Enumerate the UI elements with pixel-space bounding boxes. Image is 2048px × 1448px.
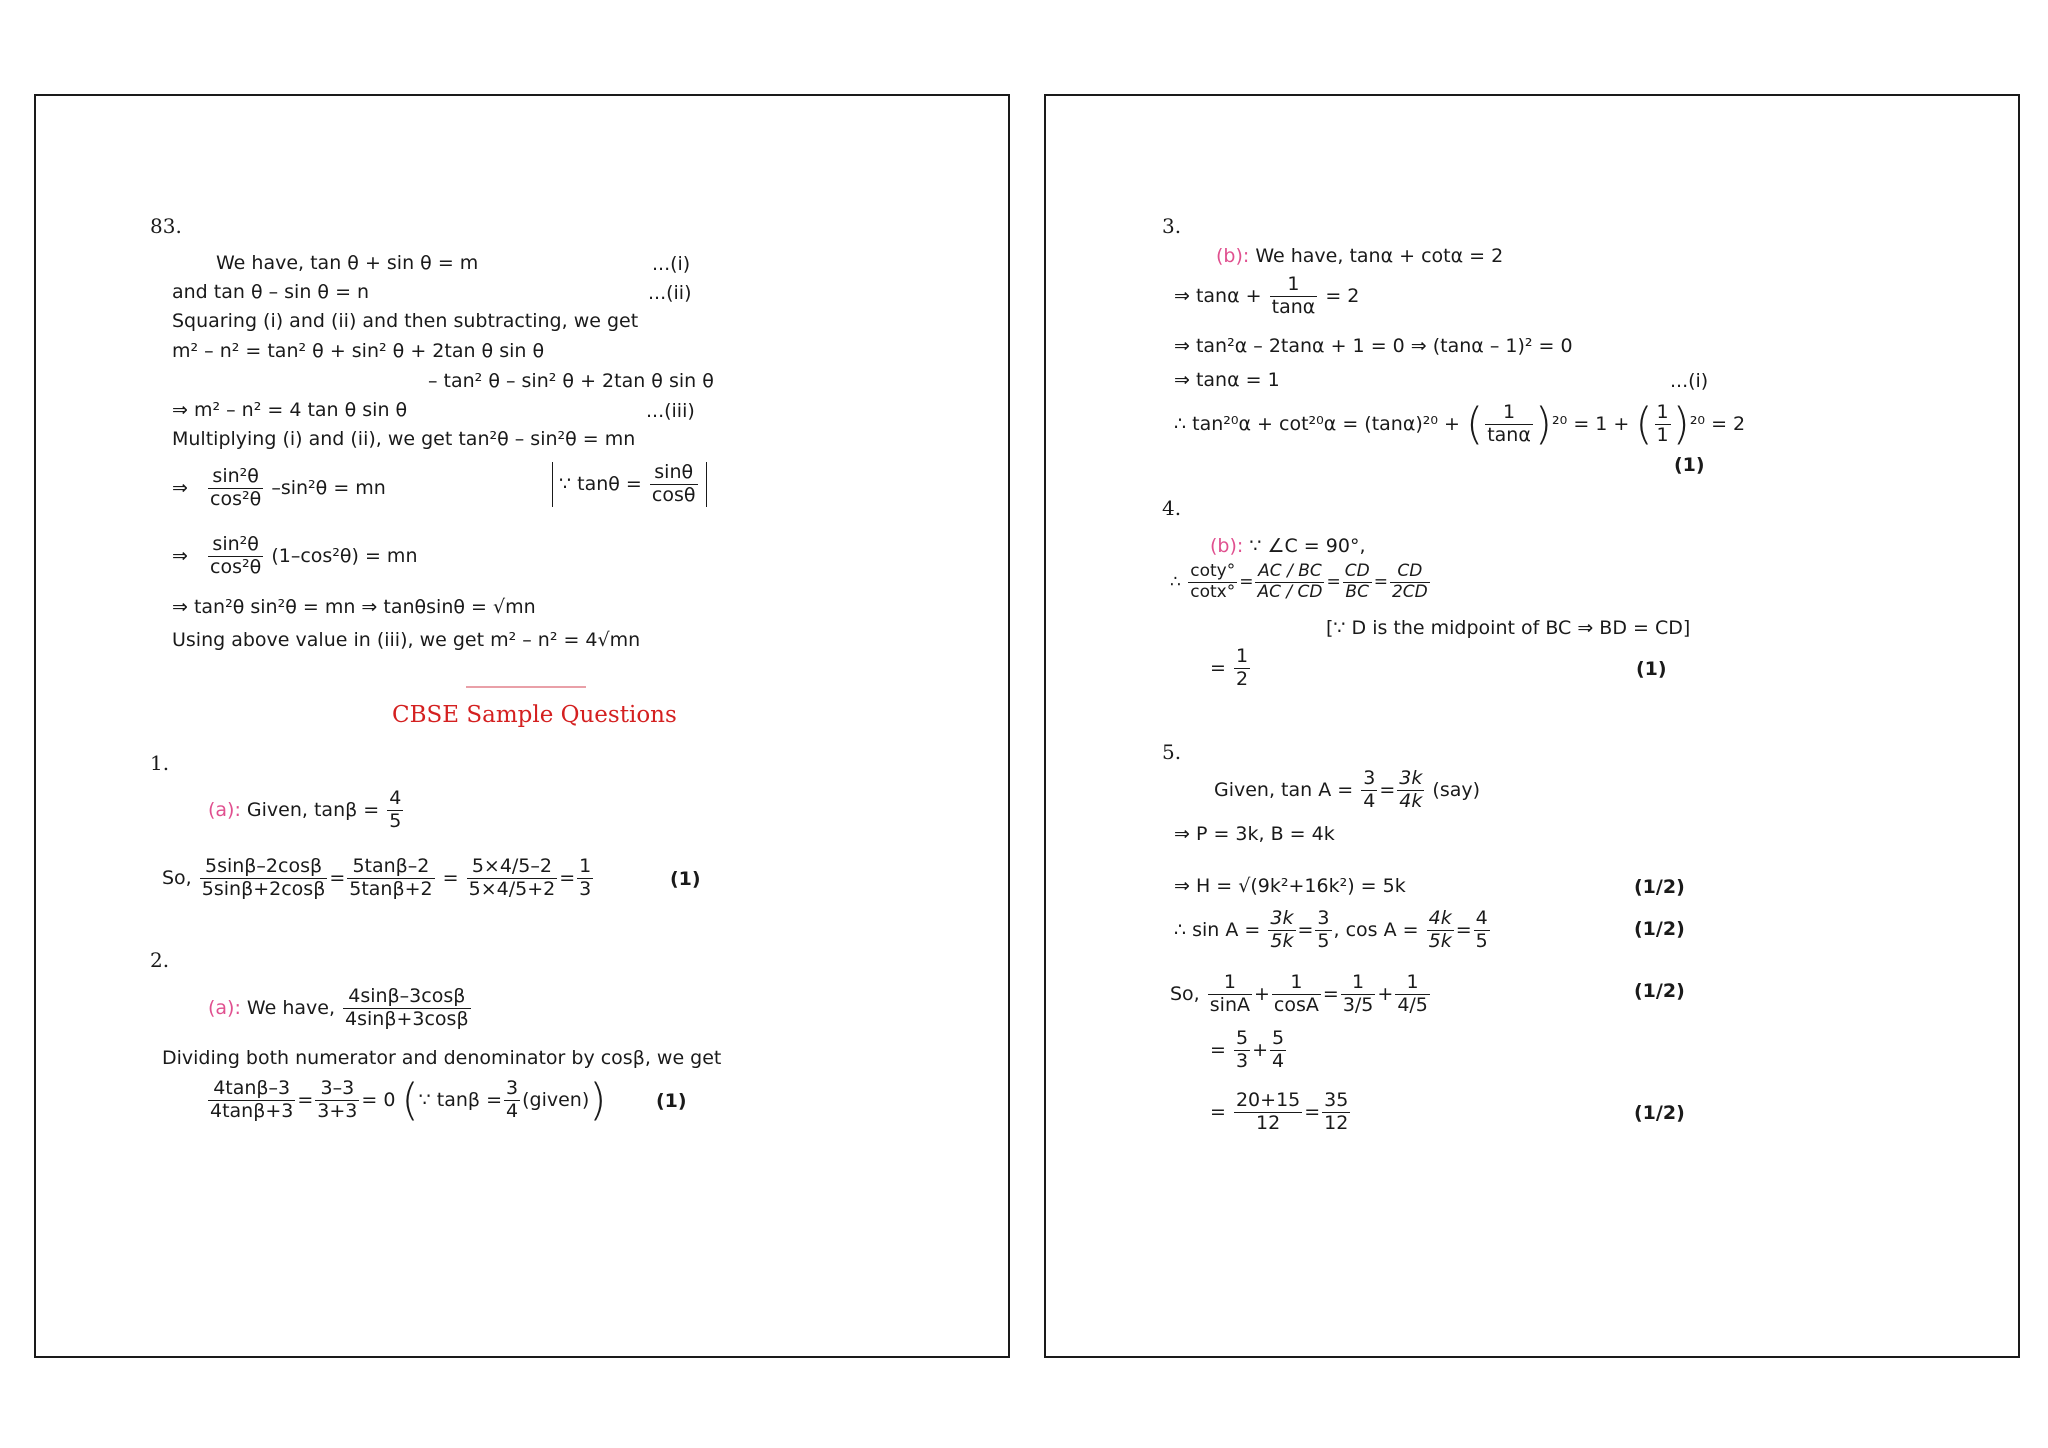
fraction [577,856,593,901]
fraction [1395,972,1430,1017]
numerator: 1 [1270,274,1318,297]
q4-marks: (1) [1636,658,1667,680]
q5-line-2: ⇒ P = 3k, B = 4k [1174,823,1335,845]
fraction [1234,1090,1302,1135]
fraction [1268,908,1295,953]
numerator: 4 [389,787,402,809]
fraction [315,1078,359,1123]
denominator: cosθ [651,483,696,506]
q5-marks-4: (1/2) [1634,918,1685,940]
fraction [1485,402,1533,447]
numerator: 4 [1475,907,1488,929]
expression: ∴ sin A = [1174,918,1261,941]
q83-hint-bracket [552,462,707,507]
denominator: cosA [1273,993,1319,1016]
denominator: 4sinβ+3cosβ [345,1007,469,1030]
fraction [1361,768,1377,813]
fraction [1272,972,1321,1017]
q4-hint: [∵ D is the midpoint of BC ⇒ BD = CD] [1326,617,1691,639]
q3-line-4: ⇒ tanα = 1 [1174,369,1280,391]
hint-prefix: ∵ tanβ = [418,1088,503,1111]
denominator: 4 [506,1099,519,1122]
expression: ∴ tan²⁰α + cot²⁰α = (tanα)²⁰ + [1174,412,1460,435]
expression: , cos A = [1333,918,1419,941]
section-divider [466,686,586,688]
q5-line-4: ∴ sin A = $\frac{3k}{5k}$ = $\frac{3}{5}$ , cos A = $\frac{4k}{5k}$ = $\frac{4}{5}$ [1174,907,1488,952]
numerator: CD [1390,562,1430,583]
fraction [1390,562,1430,602]
q2-line-2: Dividing both numerator and denominator by cosβ, we get [162,1047,722,1069]
fraction [347,856,434,901]
denominator: 4tanβ+3 [210,1099,294,1122]
fraction [208,534,263,579]
question-number-1: 1. [150,751,170,775]
expression: = 2 [1325,284,1360,307]
numerator: 1 [1272,972,1321,995]
q3-line-1 [1216,246,1503,268]
q5-marks-3: (1/2) [1634,876,1685,898]
numerator: sinθ [650,462,698,485]
section-heading: CBSE Sample Questions [392,702,677,728]
numerator: 20+15 [1235,1089,1301,1111]
numerator: 1 [1208,972,1252,995]
so-label: So, [1170,982,1200,1005]
q83-line-11: Using above value in (iii), we get m² – n² = 4√mn [172,629,641,651]
q5-line-7: = $\frac{20+15}{12}$ = $\frac{35}{12}$ [1210,1089,1349,1134]
denominator: 3 [579,877,592,900]
result: = 0 [361,1088,396,1111]
q5-line-3: ⇒ H = √(9k²+16k²) = 5k [1174,875,1406,897]
fraction [200,856,328,901]
fraction [1474,908,1490,953]
fraction [1270,1028,1286,1073]
given-prefix: Given, tan A = [1214,778,1354,801]
right-page [1044,94,2020,1358]
q3-marks: (1) [1674,454,1705,476]
numerator: CD [1344,561,1370,581]
numerator: sin²θ [208,534,263,557]
q4-result: = $\frac{1}{2}$ [1210,645,1249,690]
numerator: 3 [1317,907,1330,929]
fraction [1234,646,1250,691]
statement: ∵ ∠C = 90°, [1249,535,1366,557]
hint-suffix: (given) [522,1088,590,1111]
question-number-2: 2. [150,948,170,972]
question-number-4: 4. [1162,496,1182,520]
fraction [1234,1028,1250,1073]
denominator: sinA [1209,993,1250,1016]
numerator: 5×4/5–2 [467,856,558,879]
q5-marks-5: (1/2) [1634,980,1685,1002]
fraction [1270,274,1318,319]
fraction [504,1078,520,1123]
q83-ref-i: ...(i) [652,253,691,275]
q5-line-5: So, $\frac{1}{\sin A}$ + $\frac{1}{\cos A}$ = $\frac{1}{3/5}$ + $\frac{1}{4/5}$ [1170,971,1428,1016]
numerator: 4sinβ–3cosβ [343,986,471,1009]
numerator: 1 [579,855,592,877]
numerator: 1 [1485,402,1533,425]
q3-line-2 [1174,274,1359,319]
denominator: 12 [1256,1111,1281,1134]
q3-ref-i: ...(i) [1670,370,1709,392]
q83-line-10: ⇒ tan²θ sin²θ = mn ⇒ tanθsinθ = √mn [172,596,536,618]
q83-line-7: Multiplying (i) and (ii), we get tan²θ – sin²θ = mn [172,428,636,450]
denominator: 2CD [1391,581,1428,602]
q83-line-4: m² – n² = tan² θ + sin² θ + 2tan θ sin θ [172,340,545,362]
denominator: tanα [1271,295,1316,318]
denominator: 5tanβ+2 [349,877,433,900]
denominator: 3 [1235,1049,1249,1072]
question-number-83: 83. [150,214,182,238]
fraction [1343,562,1372,602]
denominator: tanα [1487,423,1531,446]
fraction [387,788,403,833]
denominator: 5 [1475,929,1488,952]
fraction [1188,562,1237,602]
numerator: 1 [1341,972,1376,995]
fraction [1255,562,1324,602]
numerator: 5tanβ–2 [347,856,434,879]
numerator: 1 [1656,401,1669,423]
numerator: 3–3 [315,1078,359,1101]
q83-ref-iii: ...(iii) [646,400,695,422]
denominator: cos²θ [210,487,262,510]
numerator: 5 [1271,1027,1285,1049]
q2-marks: (1) [656,1090,687,1112]
numerator: 5sinβ–2cosβ [200,856,328,879]
answer-option-label: (a): [208,798,241,821]
q2-line-1 [208,986,473,1031]
denominator: cos²θ [210,555,262,578]
so-label: So, [162,866,192,889]
q5-line-6: = $\frac{5}{3}$ + $\frac{5}{4}$ [1210,1027,1285,1072]
expression: (1–cos²θ) = mn [271,544,418,567]
denominator: 5×4/5+2 [468,877,556,900]
numerator: sin²θ [208,466,263,489]
q1-solution-line: So, $\frac{5\sin\beta-2\cos\beta}{5\sin\beta+2\cos\beta}$ = $\frac{5\tan\beta-2}{5\tan\beta+2}$ = $\frac{5\times 4/5-2}{5\times 4/5+2}$ = $\frac{1}{3}$ [162,855,592,900]
numerator: 4tanβ–3 [208,1078,295,1101]
numerator: 5 [1235,1027,1249,1049]
denominator: 4/5 [1397,993,1428,1016]
question-number-5: 5. [1162,740,1182,764]
q83-line-9 [172,534,418,579]
q5-marks-7: (1/2) [1634,1102,1685,1124]
fraction [343,986,471,1031]
given-prefix: Given, tanβ = [246,798,380,821]
implies-symbol: ⇒ [172,544,188,567]
answer-option-label: (b): [1216,245,1250,267]
numerator: 4k [1428,907,1452,929]
fraction [208,466,263,511]
q83-ref-ii: ...(ii) [648,282,692,304]
q83-line-1: We have, tan θ + sin θ = m [216,252,479,274]
denominator: 3+3 [317,1099,358,1122]
hint-prefix: ∵ tanθ = [559,472,642,495]
numerator: 3 [506,1077,519,1099]
q1-marks: (1) [670,868,701,890]
answer-option-label: (b): [1210,535,1244,557]
denominator: 5sinβ+2cosβ [201,877,326,900]
denominator: 4k [1399,789,1423,812]
q83-line-2: and tan θ – sin θ = n [172,281,370,303]
denominator: 4 [1271,1049,1285,1072]
denominator: AC / CD [1257,581,1323,602]
fraction [1341,972,1376,1017]
numerator: coty° [1190,561,1236,581]
fraction [1655,402,1671,447]
fraction [1322,1090,1350,1135]
say-note: (say) [1432,778,1481,801]
left-page [34,94,1010,1358]
fraction [1315,908,1331,953]
fraction [1208,972,1252,1017]
denominator: 5k [1270,929,1294,952]
q83-line-3: Squaring (i) and (ii) and then subtracting, we get [172,310,639,332]
fraction [1427,908,1454,953]
denominator: 3/5 [1342,993,1374,1016]
q1-given-line [208,788,405,833]
fraction [1397,768,1424,813]
denominator: 2 [1235,667,1249,690]
numerator: 3k [1270,907,1294,929]
denominator: 4 [1363,789,1376,812]
numerator: AC / BC [1255,562,1324,583]
numerator: 35 [1324,1089,1349,1111]
numerator: 3k [1399,767,1423,789]
statement: We have, tanα + cotα = 2 [1255,245,1504,267]
q5-line-1: Given, tan A = $\frac{3}{4}$ = $\frac{3k}{4k}$ (say) [1214,767,1481,812]
numerator: 3 [1363,767,1376,789]
q4-line-1 [1210,536,1366,558]
q3-line-5: ∴ tan²⁰α + cot²⁰α = (tanα)²⁰ + ( $\frac{1}{\tan\alpha}$ )²⁰ = 1 + ( $\frac{1}{1}$ )²⁰ = 2 [1174,398,1746,450]
q2-line-3: $\frac{4\tan\beta-3}{4\tan\beta+3}$ = $\frac{3-3}{3+3}$ = 0 (∵ tanβ = $\frac{3}{4}$ (given)) [210,1074,607,1126]
numerator: 1 [1395,972,1430,995]
denominator: BC [1345,581,1369,602]
q3-line-3: ⇒ tan²α – 2tanα + 1 = 0 ⇒ (tanα – 1)² = 0 [1174,335,1573,357]
fraction [650,462,698,507]
expression: ²⁰ = 1 + [1552,412,1630,435]
q83-line-5: – tan² θ – sin² θ + 2tan θ sin θ [428,370,714,392]
question-number-3: 3. [1162,214,1182,238]
numerator: 1 [1235,645,1249,667]
q83-line-6: ⇒ m² – n² = 4 tan θ sin θ [172,399,408,421]
denominator: 12 [1324,1111,1349,1134]
answer-option-label: (a): [208,996,241,1019]
fraction [208,1078,295,1123]
implies-symbol: ⇒ [172,476,188,499]
denominator: 5k [1428,929,1452,952]
denominator: 5 [1317,929,1330,952]
denominator: 1 [1656,423,1669,446]
q83-line-8 [172,466,386,511]
denominator: cotx° [1190,581,1236,602]
expression: ²⁰ = 2 [1689,412,1746,435]
expression: –sin²θ = mn [271,476,386,499]
denominator: 5 [389,809,402,832]
expression: ⇒ tanα + [1174,284,1262,307]
we-have: We have, [246,996,335,1019]
fraction [467,856,558,901]
q4-line-2: ∴ $\frac{\cot y^\circ}{\cot x^\circ}$ = $\frac{AC / BC}{AC / CD}$ = $\frac{CD}{BC}$ = $\frac{CD}{2CD}$ [1170,561,1428,602]
